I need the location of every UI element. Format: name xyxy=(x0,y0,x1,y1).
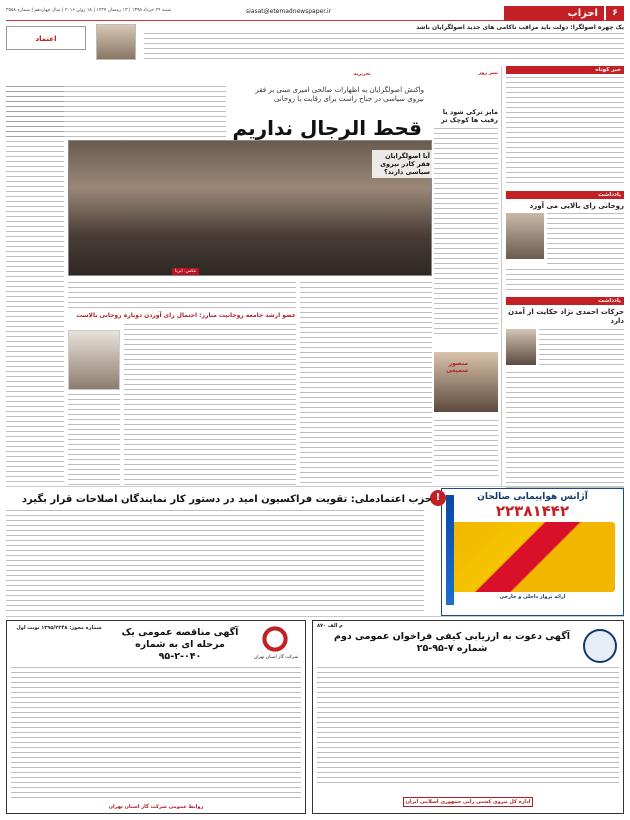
left-column-text xyxy=(6,86,64,486)
sidebar-text xyxy=(539,329,624,369)
tender-ad-right[interactable] xyxy=(312,620,624,814)
shipping-logo xyxy=(583,629,617,663)
sidebar-heading: روحانی رای بالایی می آورد xyxy=(529,202,624,210)
sidebar-title: یادداشت xyxy=(506,297,624,305)
site-email[interactable]: siasat@etemadnewspaper.ir xyxy=(246,8,332,15)
org-name: شرکت گاز استان تهران xyxy=(253,655,299,660)
column-opinion: تیتر روز مایز ترکی شود یا رقیب ها کوچک تر xyxy=(434,70,498,76)
tender-footer: روابط عمومی شرکت گاز استان تهران xyxy=(108,804,204,810)
sidebar-title: خبر کوتاه xyxy=(506,66,624,74)
main-text xyxy=(300,282,432,486)
ad-banner-image xyxy=(450,522,615,592)
sidebar-text xyxy=(506,269,624,293)
tender-text xyxy=(317,667,619,785)
main-headline: قحط الرجال نداریم xyxy=(232,116,422,140)
sidebar-text xyxy=(506,372,624,492)
pull-quote: آیا اصولگرایان فقر کادر نیروی سیاسی دارند؟ xyxy=(372,150,432,178)
ad-title: آژانس هواپیمایی صالحان xyxy=(477,492,588,502)
tender-title: آگهی مناقصه عمومی یک مرحله ای به شماره ۰۴۰-۲-۹۵ xyxy=(121,627,239,662)
column-text xyxy=(434,420,498,480)
sidebar-heading: حرکات احمدی نژاد حکایت از آمدن دارد xyxy=(508,308,624,325)
airline-ad[interactable] xyxy=(441,488,624,616)
tender-title: آگهی دعوت به ارزیابی کیفی فراخوان عمومی دوم شماره ۷-۹۵-۲۵ xyxy=(334,631,570,654)
gas-company-logo xyxy=(251,625,299,653)
top-story-photo xyxy=(96,24,136,60)
header-bar xyxy=(6,6,624,21)
photo-caption: عکس: ایرنا xyxy=(172,268,199,275)
sidebar-text xyxy=(547,213,624,267)
author-photo xyxy=(506,213,544,259)
ad-stripe xyxy=(446,495,454,605)
tender-text xyxy=(11,667,301,801)
main-text xyxy=(68,282,296,308)
sidebar xyxy=(506,66,624,486)
cleric-photo xyxy=(68,330,120,390)
top-story-text xyxy=(144,33,624,59)
top-story-headline: یک چهره اصولگرا: دولت باید مراقب ناکامی های جدید اصولگرایان باشد xyxy=(416,24,624,31)
sidebar-news-list xyxy=(506,77,624,187)
date-line: شنبه ۲۹ خرداد ۱۳۹۵ | ۱۳ رمضان ۱۴۳۷ | ۱۸ ژوئن ۲۰۱۶ | سال چهاردهم | شماره ۳۵۵۸ xyxy=(6,8,172,13)
column-text xyxy=(434,128,498,338)
ad-phone: ۲۲۳۸۱۴۴۲ xyxy=(495,502,570,520)
permit-number: شماره مجوز: ۱۳۹۵/۲۲۴۸ نوبت اول xyxy=(16,625,102,631)
kicker: واکنش اصولگرایان به اظهارات صالحی امیری مبنی بر فقر نیروی سیاسی در جناح راست برای رقابت با روحانی xyxy=(255,86,424,103)
sidebar-title: یادداشت xyxy=(506,191,624,199)
section-label: احزاب xyxy=(504,6,604,21)
party-headline: حزب اعتمادملی: تقویت فراکسیون امید در دستور کار نمایندگان اصلاحات قرار بگیرد xyxy=(21,494,432,505)
tender-ad-left[interactable] xyxy=(6,620,306,814)
party-text xyxy=(6,510,424,614)
author-name: منصور سمیعی xyxy=(446,360,468,374)
newspaper-logo: اعتماد xyxy=(6,26,86,50)
main-text xyxy=(124,324,296,486)
sub-headline: عضو ارشد جامعه روحانیت مبارز: احتمال رای آوردن دوباره روحانی بالاست xyxy=(76,312,296,319)
author-photo xyxy=(506,329,536,365)
tender-footer: اداره کل نیروی کشتی رانی جمهوری اسلامی ایران xyxy=(403,797,533,807)
kicker-label: تحریریه xyxy=(354,72,371,77)
main-text xyxy=(68,394,120,486)
tender-code: م الف ۸۷۰ xyxy=(317,623,343,629)
top-story xyxy=(6,24,624,62)
opinion-title: مایز ترکی شود یا رقیب ها کوچک تر xyxy=(441,108,498,124)
page-number: ۶ xyxy=(606,6,624,21)
info-icon: ! xyxy=(430,490,446,506)
ad-note: ارائه پرواز داخلی و خارجی xyxy=(499,594,566,600)
